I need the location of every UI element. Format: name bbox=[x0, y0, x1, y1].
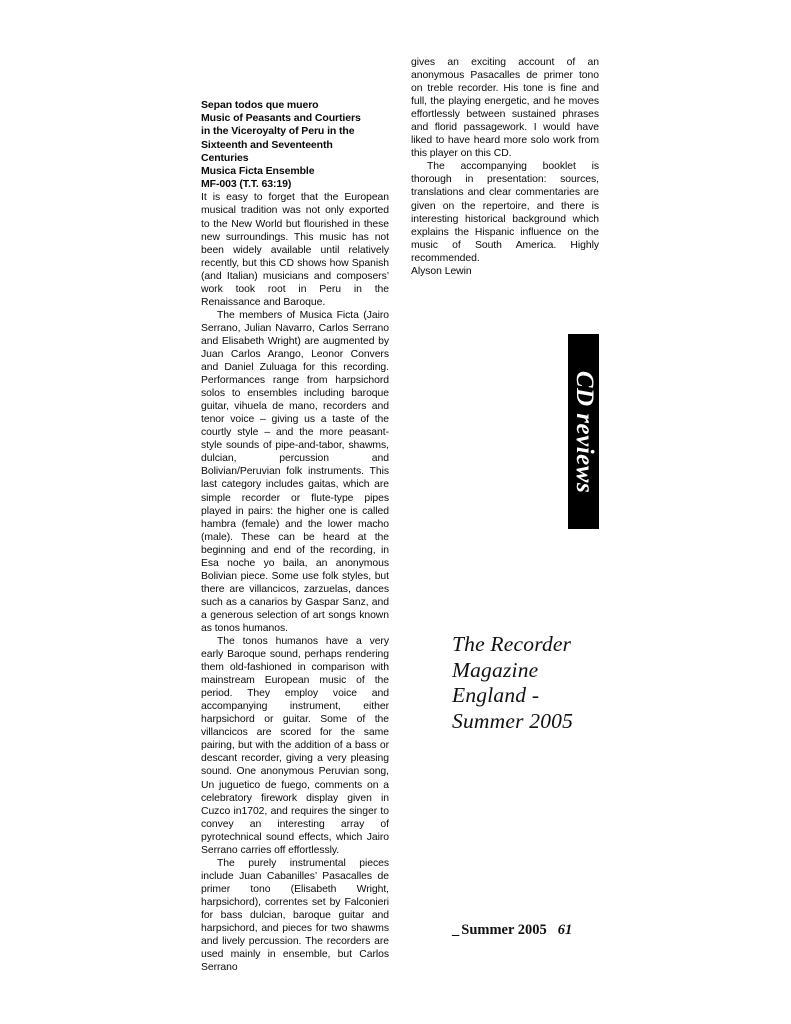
review-ensemble: Musica Ficta Ensemble bbox=[201, 165, 315, 178]
footer-dash: _ bbox=[452, 922, 460, 938]
section-tab-label: CD reviews bbox=[570, 370, 598, 493]
review-paragraph: The purely instrumental pieces include Juan Cabanilles’ Pasacalles de primer tono (Elisabeth Wright, harpsichord), correntes set by Falconieri for bass dulcian, baroque guitar and harpsichord, and pieces for two shawms and lively percussion. The recorders are used mainly in ensemble, but Carlos Serrano bbox=[201, 857, 389, 974]
review-paragraph: It is easy to forget that the European musical tradition was not only exported to the New World but flourished in these new surroundings. This music has not been widely available until relatively recently, but this CD shows how Spanish (and Italian) musicians and composers’ work took root in Peru in the Renaissance and Baroque. bbox=[201, 192, 389, 308]
review-heading-line-4: Sixteenth and Seventeenth bbox=[201, 138, 333, 151]
review-paragraph: gives an exciting account of an anonymous Pasacalles de primer tono on treble recorder. His tone is fine and full, the playing energetic, and he moves effortlessly between sustained phrases and florid passagework. I would have liked to have heard more solo work from this player on this CD. bbox=[411, 57, 599, 160]
masthead-line-3: England - bbox=[452, 683, 540, 707]
masthead-line-1: The Recorder bbox=[452, 632, 572, 656]
masthead-line-4: Summer 2005 bbox=[452, 708, 574, 733]
footer-issue: Summer 2005 bbox=[461, 922, 547, 938]
column-right bbox=[411, 56, 599, 278]
column-left bbox=[201, 99, 389, 974]
review-byline: Alyson Lewin bbox=[411, 265, 472, 277]
review-paragraph: The accompanying booklet is thorough in presentation: sources, translations and clear commentaries are given on the repertoire, and there is interesting historical background which explains the Hispanic influence on the music of South America. Highly recommended. bbox=[411, 161, 599, 264]
masthead-line-2: Magazine bbox=[452, 657, 539, 682]
review-paragraph: The tonos humanos have a very early Baroque sound, perhaps rendering them old-fashioned in comparison with mainstream European music of the period. They employ voice and accompanying instrument, either harpsichord or guitar. Some of the villancicos are scored for the same pairing, but with the addition of a bass or descant recorder, giving a very pleasing sound. One anonymous Peruvian song, Un juguetico de fuego, comments on a celebratory firework display given in Cuzco in1702, and requires the singer to convey an interesting array of pyrotechnical sound effects, which Jairo Serrano carries off effortlessly. bbox=[201, 636, 389, 856]
page-footer bbox=[452, 922, 572, 939]
review-heading bbox=[201, 99, 389, 191]
magazine-masthead bbox=[452, 632, 672, 734]
review-paragraph: The members of Musica Ficta (Jairo Serrano, Julian Navarro, Carlos Serrano and Elisabeth Wright) are augmented by Juan Carlos Arango, Leonor Convers and Daniel Zuluaga for this recording. Performances range from harpsichord solos to ensembles including baroque guitar, vihuela de mano, recorders and tenor voice – giving us a taste of the courtly style – and the more peasant-style sounds of pipe-and-tabor, shawms, dulcian, percussion and Bolivian/Peruvian folk instruments. This last category includes gaitas, which are simple recorder or flute-type pipes played in pairs: the higher one is called hambra (female) and the lower macho (male). These can be heard at the beginning and end of the recording, in Esa noche yo baila, an anonymous Bolivian piece. Some use folk styles, but there are villancicos, zarzuelas, dances such as a canarios by Gaspar Sanz, and a generous selection of art songs known as tonos humanos. bbox=[201, 309, 389, 634]
section-tab-cd-reviews bbox=[568, 334, 599, 529]
review-heading-line-2: Music of Peasants and Courtiers bbox=[201, 112, 361, 125]
page-number: 61 bbox=[557, 922, 573, 938]
review-heading-line-5: Centuries bbox=[201, 151, 249, 164]
review-heading-line-1: Sepan todos que muero bbox=[201, 99, 319, 111]
review-catalogue-number: MF-003 (T.T. 63:19) bbox=[201, 178, 292, 191]
review-heading-line-3: in the Viceroyalty of Peru in the bbox=[201, 125, 355, 138]
